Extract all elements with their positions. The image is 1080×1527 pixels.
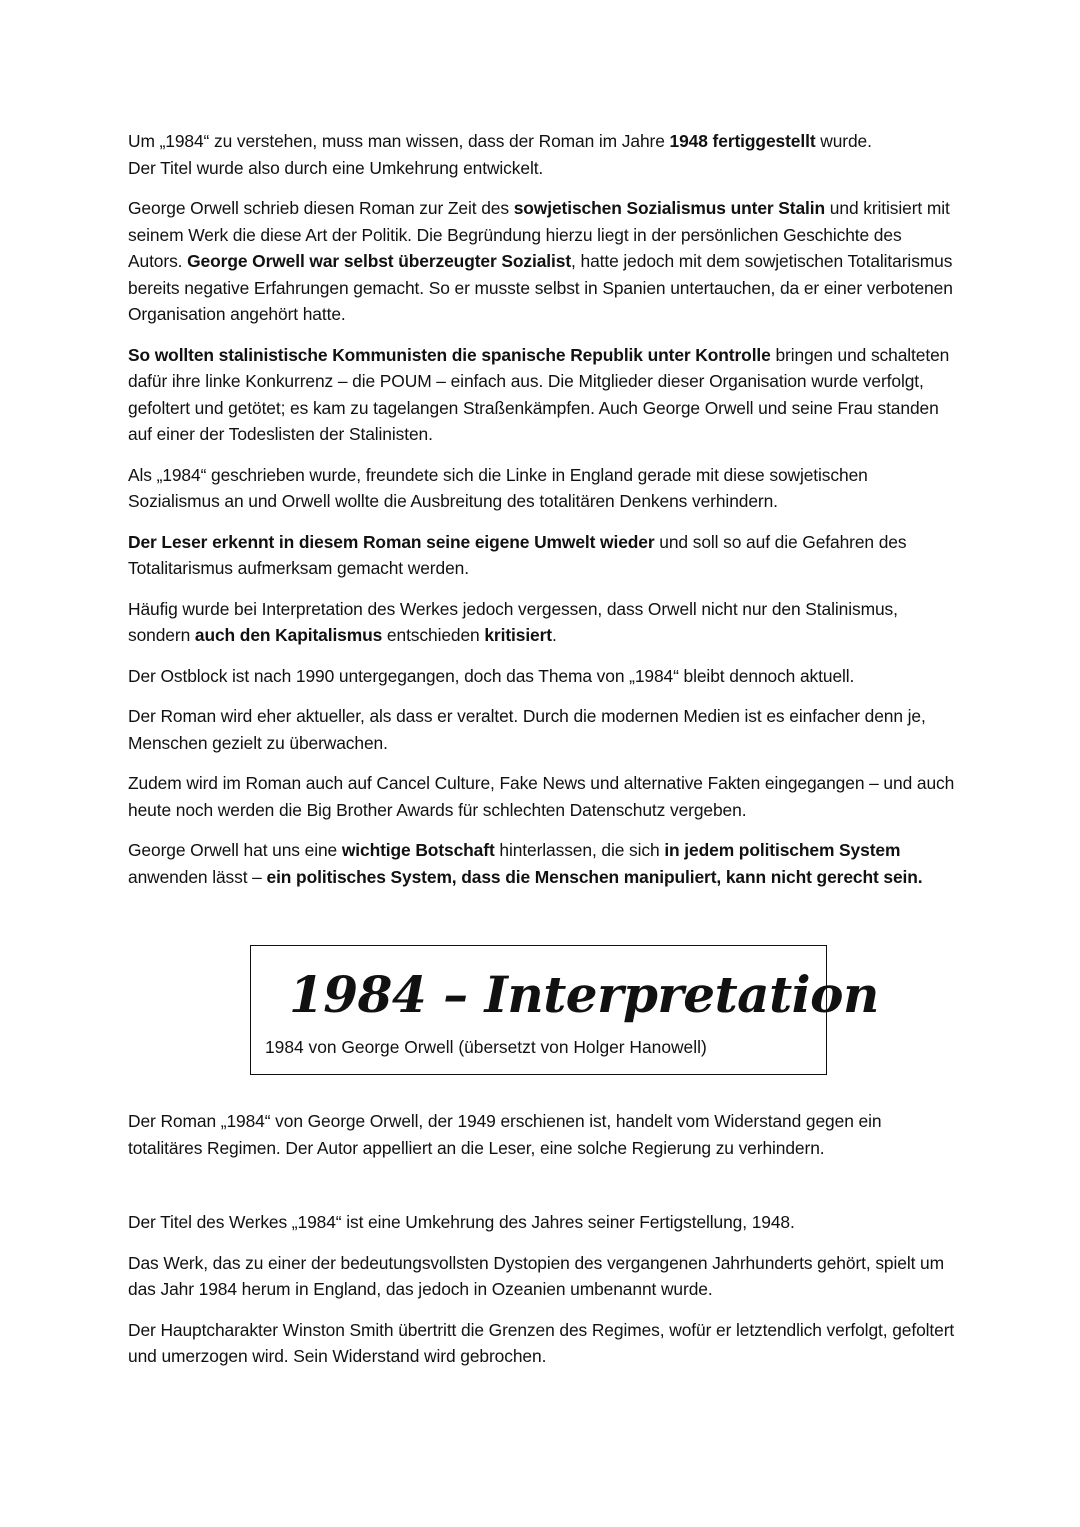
text-run: , hatte jedoch mit dem sowjetischen Totalitarismus bereits negative Erfahrungen gemacht. So er musste selbst in Spanien untertauchen, da er einer verbotenen Organisation angehört hatte. <box>128 251 953 324</box>
paragraph <box>128 529 958 582</box>
text-run: Der Titel des Werkes „1984“ ist eine Umkehrung des Jahres seiner Fertigstellung, 1948. <box>128 1212 795 1232</box>
title-box <box>250 945 879 1075</box>
bold-text: ein politisches System, dass die Menschen manipuliert, kann nicht gerecht sein. <box>266 866 923 887</box>
text-run: George Orwell hat uns eine <box>128 840 342 860</box>
bold-text: in jedem politischem System <box>664 840 901 860</box>
paragraph <box>128 596 958 649</box>
document-subtitle: 1984 von George Orwell (übersetzt von Holger Hanowell) <box>265 1037 707 1057</box>
text-run: entschieden <box>382 625 485 645</box>
text-run: Der Titel wurde also durch eine Umkehrung entwickelt. <box>128 157 544 178</box>
bold-text: wichtige Botschaft <box>341 840 495 860</box>
paragraph <box>128 1108 958 1161</box>
paragraph <box>128 663 958 690</box>
paragraph <box>128 128 958 181</box>
text-run: Das Werk, das zu einer der bedeutungsvollsten Dystopien des vergangenen Jahrhunderts gehört, spielt um das Jahr 1984 herum in England, das jedoch in Ozeanien umbenannt wurde. <box>128 1252 945 1299</box>
text-run: anwenden lässt – <box>128 866 267 887</box>
text-run: Um „1984“ zu verstehen, muss man wissen, dass der Roman im Jahre <box>128 131 670 151</box>
text-run: wurde. <box>815 131 872 151</box>
paragraph <box>128 1209 958 1236</box>
bold-text: auch den Kapitalismus <box>194 625 383 645</box>
paragraph <box>128 462 958 515</box>
text-run: Der Roman wird eher aktueller, als dass er veraltet. Durch die modernen Medien ist es einfacher denn je, Menschen gezielt zu überwachen. <box>128 706 926 753</box>
bold-text: sowjetischen Sozialismus unter Stalin <box>513 198 826 218</box>
paragraph <box>128 837 958 890</box>
paragraph <box>128 195 958 328</box>
text-run: Zudem wird im Roman auch auf Cancel Culture, Fake News und alternative Fakten eingegangen – und auch heute noch werden die Big Brother Awards für schlechten Datenschutz vergeben. <box>128 773 955 820</box>
paragraph <box>128 1317 958 1370</box>
page-top-text <box>128 128 958 904</box>
bold-text: So wollten stalinistische Kommunisten die spanische Republik unter Kontrolle <box>128 344 771 365</box>
text-run: . <box>552 625 557 645</box>
bold-text: Der Leser erkennt in diesem Roman seine eigene Umwelt wieder <box>128 531 655 552</box>
paragraph <box>128 342 958 448</box>
paragraph <box>128 770 958 823</box>
bold-text: 1948 fertiggestellt <box>669 131 816 151</box>
text-run: Der Hauptcharakter Winston Smith übertritt die Grenzen des Regimes, wofür er letztendlich verfolgt, gefoltert und umerzogen wird. Sein Widerstand wird gebrochen. <box>128 1319 955 1366</box>
paragraph <box>128 1250 958 1303</box>
text-run: Der Ostblock ist nach 1990 untergegangen, doch das Thema von „1984“ bleibt dennoch aktuell. <box>128 665 855 686</box>
text-run: Als „1984“ geschrieben wurde, freundete sich die Linke in England gerade mit diese sowjetischen Sozialismus an und Orwell wollte die Ausbreitung des totalitären Denkens verhindern. <box>128 464 868 511</box>
text-run: bringen und schalteten dafür ihre linke Konkurrenz – die POUM – einfach aus. Die Mitglieder dieser Organisation wurde verfolgt, gefoltert und getötet; es kam zu tagelangen Straßenkämpfen. Auch George Orwell und seine Frau standen auf einer der Todeslisten der Stalinisten. <box>128 344 950 444</box>
page-bottom-text <box>128 1108 958 1384</box>
bold-text: kritisiert <box>484 625 552 645</box>
document-title: 1984 – Interpretation <box>289 965 879 1024</box>
text-run: George Orwell schrieb diesen Roman zur Zeit des <box>128 198 514 218</box>
text-run: hinterlassen, die sich <box>494 840 665 860</box>
paragraph <box>128 703 958 756</box>
text-run: Der Roman „1984“ von George Orwell, der 1949 erschienen ist, handelt vom Widerstand gegen ein totalitäres Regimen. Der Autor appelliert an die Leser, eine solche Regierung zu verhindern. <box>128 1111 882 1158</box>
text-run: und soll so auf die Gefahren des Totalitarismus aufmerksam gemacht werden. <box>128 531 907 578</box>
text-run: und kritisiert mit seinem Werk die diese Art der Politik. Die Begründung hierzu liegt in der persönlichen Geschichte des Autors. <box>128 198 950 271</box>
text-run: Häufig wurde bei Interpretation des Werkes jedoch vergessen, dass Orwell nicht nur den Stalinismus, sondern <box>128 598 898 645</box>
bold-text: George Orwell war selbst überzeugter Sozialist <box>187 251 572 271</box>
